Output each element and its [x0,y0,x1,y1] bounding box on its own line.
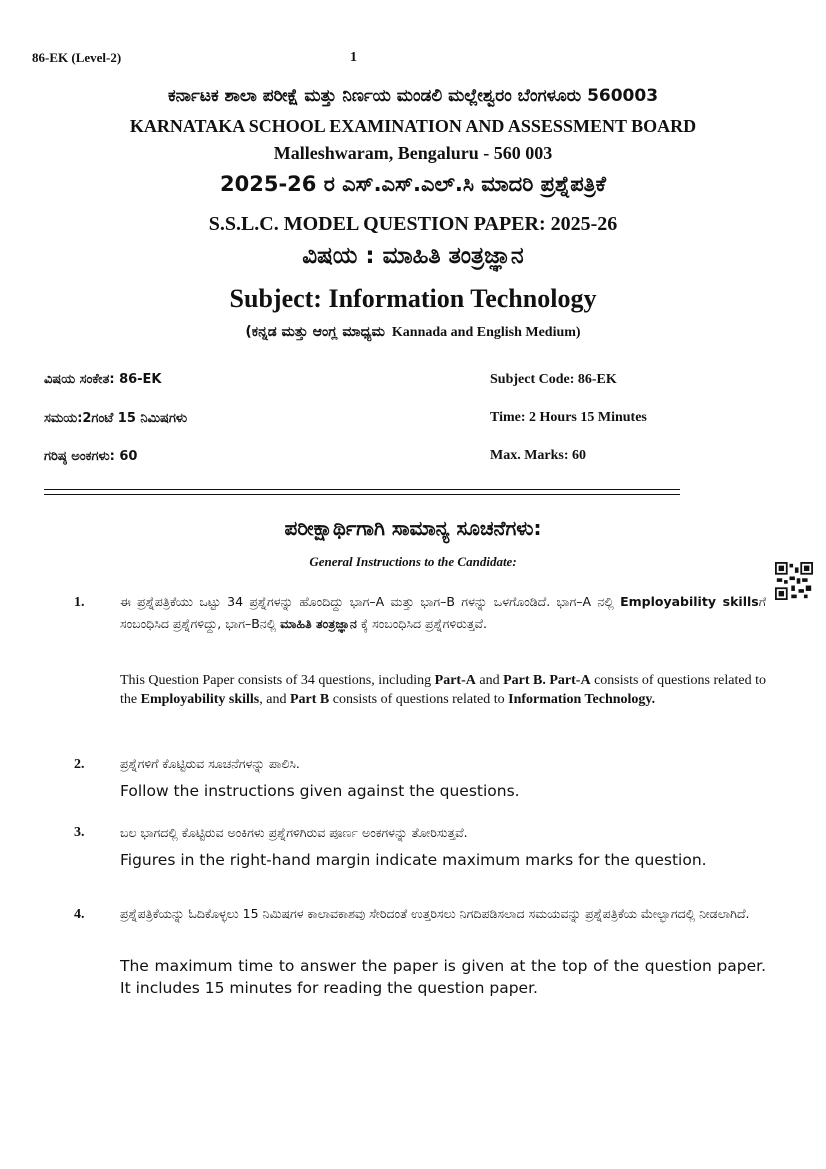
instruction-2-number: 2. [74,757,85,772]
divider-bottom [44,494,680,495]
instructions-heading-english: General Instructions to the Candidate: [309,554,517,569]
marks-english: Max. Marks: 60 [490,448,587,463]
board-address: Malleshwaram, Bengaluru - 560 003 [273,143,553,163]
medium-kannada: (ಕನ್ನಡ ಮತ್ತು ಆಂಗ್ಲ ಮಾಧ್ಯಮ [245,324,385,340]
instruction-1-kn-part: ಕ್ಕೆ ಸಂಬಂಧಿಸಿದ ಪ್ರಶ್ನೆಗಳಿರುತ್ತವೆ. [356,616,488,631]
subject-english: Subject: Information Technology [229,284,597,313]
instruction-2-kannada: ಪ್ರಶ್ನೆಗಳಿಗೆ ಕೊಟ್ಟಿರುವ ಸೂಚನೆಗಳನ್ನು ಪಾಲಿಸಿ. [120,756,300,771]
instruction-1-kn-part: ಗೆ ಸಂಬಂಧಿಸಿದ ಪ್ರಶ್ನೆಗಳಿದ್ದು, ಭಾಗ–Bನಲ್ಲಿ [120,594,766,631]
instruction-1-en-bold: Employability skills [140,692,260,707]
instruction-1-kn-bold: ಮಾಹಿತಿ ತಂತ್ರಜ್ಞಾನ [280,616,357,631]
instruction-1-en-part: consists of questions related to the [120,673,766,707]
instruction-1-en-bold: Information Technology. [508,692,656,707]
instruction-1-en-part: , and [259,692,290,707]
medium-line [0,324,826,341]
board-name-english: KARNATAKA SCHOOL EXAMINATION AND ASSESSMENT BOARD [129,116,697,136]
instruction-1-kn-part: ಈ ಪ್ರಶ್ನೆಪತ್ರಿಕೆಯು ಒಟ್ಟು 34 ಪ್ರಶ್ನೆಗಳನ್ನು ಹೊಂದಿದ್ದು ಭಾಗ–A ಮತ್ತು ಭಾಗ–B ಗಳನ್ನು ಒಳಗೊಂಡಿದೆ. ಭಾಗ–A ನಲ್ಲಿ [120,594,621,609]
paper-title-english: S.S.L.C. MODEL QUESTION PAPER: 2025-26 [208,213,618,235]
marks-kannada: ಗರಿಷ್ಠ ಅಂಕಗಳು: 60 [44,449,138,464]
instruction-1-number: 1. [74,595,85,610]
medium-english: Kannada and English Medium) [391,325,581,340]
instruction-1-kn-bold: Employability skills [620,594,759,609]
paper-code: 86-EK (Level-2) [32,50,122,65]
instruction-2-english: Follow the instructions given against the questions. [120,782,520,800]
instruction-1-en-part: consists of questions related to [329,692,509,707]
divider-top [44,489,680,490]
paper-title-kannada: 2025-26 ರ ಎಸ್.ಎಸ್.ಎಲ್.ಸಿ ಮಾದರಿ ಪ್ರಶ್ನೆಪತ್ರಿಕೆ [220,172,606,196]
instruction-3-english: Figures in the right-hand margin indicate maximum marks for the question. [120,851,707,869]
instruction-1-english [120,671,766,709]
time-english: Time: 2 Hours 15 Minutes [490,410,647,425]
instruction-4-english: The maximum time to answer the paper is given at the top of the question paper. It includes 15 minutes for reading the question paper. [120,957,766,997]
subject-kannada: ವಿಷಯ : ಮಾಹಿತಿ ತಂತ್ರಜ್ಞಾನ [302,243,524,269]
board-name-kannada: ಕರ್ನಾಟಕ ಶಾಲಾ ಪರೀಕ್ಷೆ ಮತ್ತು ನಿರ್ಣಯ ಮಂಡಲಿ ಮಲ್ಲೇಶ್ವರಂ ಬೆಂಗಳೂರು 560003 [167,86,659,106]
instruction-1-en-bold: Part-A [434,673,476,688]
subject-code-english: Subject Code: 86-EK [490,372,617,387]
instruction-1-kannada [120,591,766,635]
instruction-3-number: 3. [74,825,85,840]
instruction-4-number: 4. [74,907,85,922]
instruction-1-en-bold: Part B [289,692,330,707]
instructions-heading-kannada: ಪರೀಕ್ಷಾರ್ಥಿಗಾಗಿ ಸಾಮಾನ್ಯ ಸೂಚನೆಗಳು: [284,516,542,540]
instruction-1-en-part: and [475,673,504,688]
time-kannada: ಸಮಯ:2ಗಂಟೆ 15 ನಿಮಿಷಗಳು [44,411,188,426]
instruction-1-en-bold: Part B. Part-A [503,673,591,688]
instruction-3-kannada: ಬಲ ಭಾಗದಲ್ಲಿ ಕೊಟ್ಟಿರುವ ಅಂಕಿಗಳು ಪ್ರಶ್ನೆಗಳಿಗಿರುವ ಪೂರ್ಣ ಅಂಕಗಳನ್ನು ತೋರಿಸುತ್ತವೆ. [120,825,468,840]
instruction-4-kannada: ಪ್ರಶ್ನೆಪತ್ರಿಕೆಯನ್ನು ಓದಿಕೊಳ್ಳಲು 15 ನಿಮಿಷಗಳ ಕಾಲಾವಕಾಶವು ಸೇರಿದಂತೆ ಉತ್ತರಿಸಲು ನಿಗದಿಪಡಿಸಲಾದ ಸಮಯವನ್ನು ಪ್ರಶ್ನೆಪತ್ರಿಕೆಯ ಮೇಲ್ಭಾಗದಲ್ಲಿ ನೀಡಲಾಗಿದೆ. [120,906,750,921]
page-number: 1 [350,50,357,65]
subject-code-kannada: ವಿಷಯ ಸಂಕೇತ: 86-EK [44,372,162,387]
instruction-1-en-part: This Question Paper consists of 34 questions, including [120,673,435,688]
qr-code-icon [775,562,813,600]
